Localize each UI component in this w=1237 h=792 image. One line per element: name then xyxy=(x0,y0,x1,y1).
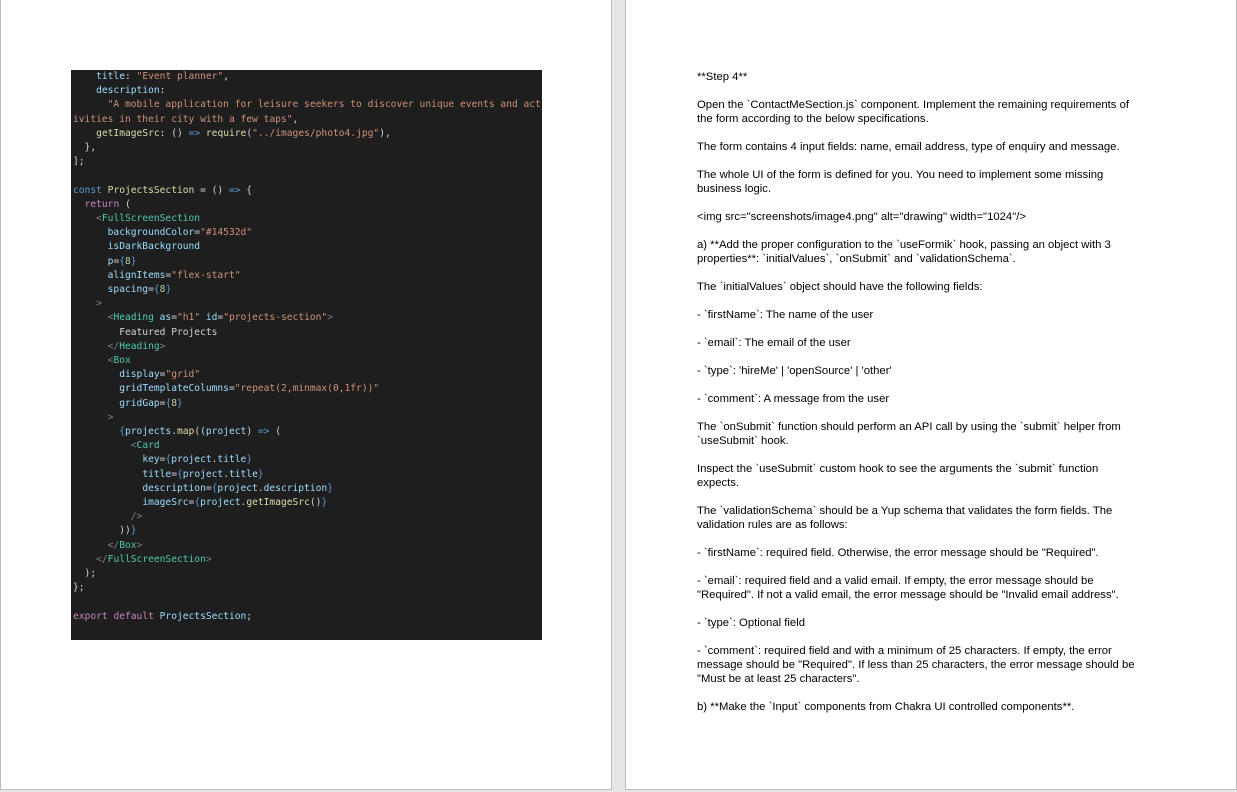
code-token: . xyxy=(211,454,218,466)
code-line xyxy=(73,84,165,98)
code-token xyxy=(73,398,119,409)
code-token: () xyxy=(309,497,322,508)
code-token: { xyxy=(165,397,172,409)
code-token: . xyxy=(240,497,247,508)
code-token: map xyxy=(177,426,195,437)
code-token: > xyxy=(96,298,102,310)
code-token xyxy=(73,227,108,238)
code-token: } xyxy=(321,497,328,508)
instruction-line: `useSubmit` hook. xyxy=(697,435,789,447)
code-token: gridGap xyxy=(119,397,160,409)
code-token: 8 xyxy=(171,397,177,409)
code-token: ProjectsSection xyxy=(159,610,247,622)
code-token: = xyxy=(188,497,195,508)
code-token xyxy=(73,298,96,309)
code-token: = xyxy=(148,284,154,295)
instruction-line: - `comment`: A message from the user xyxy=(697,393,890,405)
code-line xyxy=(73,269,241,283)
instruction-line: <img src="screenshots/image4.png" alt="drawing" width="1024"/> xyxy=(697,211,1026,223)
code-token: = xyxy=(228,383,235,395)
code-token: description xyxy=(142,482,206,494)
code-token: , xyxy=(292,113,299,125)
code-line xyxy=(73,283,171,297)
code-token: } xyxy=(130,255,137,267)
code-line xyxy=(73,610,252,624)
code-token: id xyxy=(205,312,218,324)
code-token: = () xyxy=(194,184,229,196)
code-token: } xyxy=(177,397,183,409)
code-token: title xyxy=(228,468,258,480)
code-line xyxy=(73,453,252,467)
code-token: project xyxy=(217,482,258,494)
code-token: 8 xyxy=(159,284,166,295)
code-token xyxy=(73,483,142,494)
code-token: title xyxy=(96,71,125,82)
code-token: Heading xyxy=(119,340,160,352)
code-token: { xyxy=(165,454,172,466)
code-token: FullScreenSection xyxy=(107,553,206,565)
code-token: alignItems xyxy=(107,269,166,281)
code-token xyxy=(73,426,119,437)
code-line xyxy=(73,70,229,84)
code-token: > xyxy=(205,553,212,565)
code-token: : xyxy=(125,71,137,82)
code-line xyxy=(73,581,85,595)
instruction-line: - `comment`: required field and with a minimum of 25 characters. If empty, the error xyxy=(697,645,1112,657)
code-token: } xyxy=(130,525,137,537)
code-token: = xyxy=(171,468,177,480)
code-token: spacing xyxy=(107,284,149,295)
code-token: ); xyxy=(73,568,97,579)
instruction-line: expects. xyxy=(697,477,740,489)
code-line xyxy=(73,397,183,411)
code-token: isDarkBackground xyxy=(107,241,201,253)
code-token: } xyxy=(257,468,264,480)
code-line xyxy=(73,425,281,439)
code-token: default xyxy=(113,610,154,622)
code-token: getImageSrc xyxy=(96,127,160,139)
code-line xyxy=(73,326,217,340)
code-token: { xyxy=(176,468,183,480)
code-token: projects xyxy=(125,426,172,437)
code-line xyxy=(73,354,131,368)
instruction-line: "Required". If not a valid email, the error message should be "Invalid email address". xyxy=(697,589,1119,601)
code-token: . xyxy=(223,468,229,480)
code-line xyxy=(73,524,137,538)
code-token xyxy=(73,256,108,267)
code-token: = xyxy=(159,454,166,466)
code-token: const xyxy=(73,184,102,196)
code-token: Heading xyxy=(113,312,154,324)
code-token: return xyxy=(84,198,120,210)
instruction-line: properties**: `initialValues`, `onSubmit` and `validationSchema`. xyxy=(697,253,1016,265)
code-token: ( xyxy=(119,198,131,210)
code-line xyxy=(73,482,333,496)
code-line xyxy=(73,98,541,112)
instruction-line: Open the `ContactMeSection.js` component. Implement the remaining requirements of xyxy=(697,99,1130,111)
code-token xyxy=(73,312,108,323)
code-line xyxy=(73,113,298,127)
code-token: require xyxy=(205,127,247,139)
instruction-line: a) **Add the proper configuration to the `useFormik` hook, passing an object with 3 xyxy=(697,239,1111,251)
code-token: . xyxy=(171,426,177,437)
code-token: ivities in their city with a few taps" xyxy=(73,113,293,125)
code-token: < xyxy=(130,440,137,452)
code-token xyxy=(73,554,96,565)
instruction-line: - `type`: Optional field xyxy=(697,617,805,629)
code-token xyxy=(73,511,131,522)
code-token: ), xyxy=(379,127,391,139)
code-token: . xyxy=(257,482,264,494)
code-token: > xyxy=(327,312,333,324)
code-line xyxy=(73,198,131,212)
instruction-line: the form according to the below specifications. xyxy=(697,113,929,125)
instruction-line: business logic. xyxy=(697,183,772,195)
code-token: title xyxy=(217,454,247,466)
code-line xyxy=(73,155,85,169)
code-token: : xyxy=(159,85,166,97)
code-token: = xyxy=(171,312,177,324)
code-line xyxy=(73,411,113,425)
code-token: = xyxy=(165,269,172,281)
code-token xyxy=(73,71,96,82)
code-token: , xyxy=(223,71,229,82)
instruction-line: The form contains 4 input fields: name, email address, type of enquiry and message. xyxy=(697,141,1120,153)
code-token: </ xyxy=(107,340,120,352)
code-line xyxy=(73,382,379,396)
code-token: Box xyxy=(113,355,131,366)
code-token: > xyxy=(159,340,166,352)
code-token xyxy=(73,241,108,252)
code-token xyxy=(73,469,142,480)
code-token: => xyxy=(228,184,241,196)
code-token: < xyxy=(96,213,102,224)
code-line xyxy=(73,496,327,510)
instruction-line: - `email`: required field and a valid email. If empty, the error message should be xyxy=(697,575,1094,587)
code-token: ]; xyxy=(73,156,85,168)
code-token: title xyxy=(142,468,172,480)
code-token: "../images/photo4.jpg" xyxy=(252,127,380,139)
code-token: > xyxy=(136,539,143,551)
code-token xyxy=(73,213,96,224)
code-token: } xyxy=(246,454,253,466)
code-token: ( xyxy=(269,426,282,437)
instruction-line: Inspect the `useSubmit` custom hook to see the arguments the `submit` function xyxy=(697,463,1099,475)
code-token xyxy=(73,341,108,352)
code-token: = xyxy=(113,255,120,267)
code-line xyxy=(73,297,102,311)
code-token: backgroundColor xyxy=(107,227,195,239)
code-token: < xyxy=(107,312,114,324)
code-token xyxy=(73,199,85,210)
code-token xyxy=(73,383,119,394)
code-line xyxy=(73,184,252,198)
code-token: 8 xyxy=(125,255,131,267)
code-line xyxy=(73,141,96,155)
code-token: </ xyxy=(96,553,108,565)
code-token: display xyxy=(119,369,160,381)
code-token: "grid" xyxy=(165,369,201,381)
code-token: "Event planner" xyxy=(136,71,224,82)
instruction-line: b) **Make the `Input` components from Chakra UI controlled components**. xyxy=(697,701,1075,713)
code-token: = xyxy=(217,312,224,324)
code-token: key xyxy=(142,454,160,466)
code-token xyxy=(73,497,142,508)
instruction-line: - `firstName`: required field. Otherwise, the error message should be "Required". xyxy=(697,547,1099,559)
code-token: = xyxy=(159,397,166,409)
instruction-line: validation rules are as follows: xyxy=(697,519,848,531)
code-token: FullScreenSection xyxy=(101,213,201,224)
code-token xyxy=(73,99,108,110)
instruction-line: The whole UI of the form is defined for you. You need to implement some missing xyxy=(697,169,1104,181)
code-line xyxy=(73,567,96,581)
code-token: (( xyxy=(194,426,206,437)
code-token: )) xyxy=(73,525,131,537)
code-token: /> xyxy=(130,511,143,523)
code-line xyxy=(73,439,160,453)
code-token: description xyxy=(96,85,160,97)
instruction-line: The `onSubmit` function should perform an API call by using the `submit` helper from xyxy=(697,421,1121,433)
code-token: { xyxy=(119,255,125,267)
instruction-line: - `firstName`: The name of the user xyxy=(697,309,874,321)
code-token: ( xyxy=(246,127,253,139)
right-page xyxy=(625,0,1237,790)
code-token: => xyxy=(188,127,201,139)
code-token: ) xyxy=(246,426,258,437)
code-token: description xyxy=(263,482,328,494)
code-token: } xyxy=(327,482,333,494)
code-token: { xyxy=(153,284,160,295)
code-token: = xyxy=(159,369,166,381)
code-token: project xyxy=(171,454,212,466)
code-line xyxy=(73,311,333,325)
instruction-line: - `email`: The email of the user xyxy=(697,337,851,349)
code-token: => xyxy=(257,426,270,437)
code-token xyxy=(73,454,142,465)
code-line xyxy=(73,539,142,553)
code-token xyxy=(73,540,108,551)
code-token: = xyxy=(205,482,212,494)
code-token: }; xyxy=(73,582,85,594)
code-line xyxy=(73,127,391,141)
code-token: p xyxy=(107,255,114,267)
code-token: = xyxy=(194,227,201,239)
code-token: ProjectsSection xyxy=(107,184,195,196)
code-line xyxy=(73,368,200,382)
code-token: getImageSrc xyxy=(246,497,310,508)
code-token: : () xyxy=(159,127,189,139)
code-token xyxy=(73,284,108,295)
code-token: "h1" xyxy=(177,312,201,324)
code-line xyxy=(73,340,165,354)
code-token xyxy=(73,440,131,451)
code-token: imageSrc xyxy=(142,497,189,508)
code-screenshot xyxy=(71,70,542,640)
code-line xyxy=(73,553,212,567)
code-token: "flex-start" xyxy=(171,269,241,281)
instruction-line: The `validationSchema` should be a Yup schema that validates the form fields. The xyxy=(697,505,1113,517)
code-token: { xyxy=(194,497,201,508)
code-token: { xyxy=(211,482,218,494)
code-line xyxy=(73,226,252,240)
code-token: "#14532d" xyxy=(200,227,253,239)
code-token: "repeat(2,minmax(0,1fr))" xyxy=(234,383,380,395)
instruction-line: The `initialValues` object should have the following fields: xyxy=(697,281,983,293)
code-token: export xyxy=(73,610,108,622)
code-token: > xyxy=(107,411,114,423)
instruction-line: **Step 4** xyxy=(697,71,748,83)
code-token: as xyxy=(159,312,172,324)
code-token xyxy=(73,128,96,139)
code-token: project xyxy=(205,426,247,437)
code-token: </ xyxy=(107,539,120,551)
code-token xyxy=(73,85,96,96)
code-line xyxy=(73,255,137,269)
code-token: "A mobile application for leisure seekers to discover unique events and act xyxy=(107,99,541,111)
code-line xyxy=(73,510,142,524)
code-token: }, xyxy=(73,142,97,153)
code-line xyxy=(73,240,200,254)
code-token: } xyxy=(165,284,172,295)
code-token xyxy=(73,270,108,281)
code-token: ; xyxy=(246,610,253,622)
code-token: Box xyxy=(119,539,137,551)
code-token: { xyxy=(119,426,125,437)
code-token: < xyxy=(107,355,114,366)
code-token xyxy=(73,412,108,423)
code-token: "projects-section" xyxy=(223,312,328,324)
instruction-line: - `type`: 'hireMe' | 'openSource' | 'other' xyxy=(697,365,892,377)
code-token xyxy=(73,355,108,366)
instruction-line: "Must be at least 25 characters". xyxy=(697,673,860,685)
code-token: Featured Projects xyxy=(73,326,218,338)
code-line xyxy=(73,212,200,226)
code-token: project xyxy=(182,468,224,480)
code-token: gridTemplateColumns xyxy=(119,383,229,395)
code-token: Card xyxy=(136,440,160,452)
code-token: project xyxy=(200,497,241,508)
code-token xyxy=(73,369,119,380)
code-line xyxy=(73,468,264,482)
left-page xyxy=(0,0,612,790)
code-token: { xyxy=(240,184,253,196)
instruction-line: message should be "Required". If less than 25 characters, the error message should be xyxy=(697,659,1135,671)
